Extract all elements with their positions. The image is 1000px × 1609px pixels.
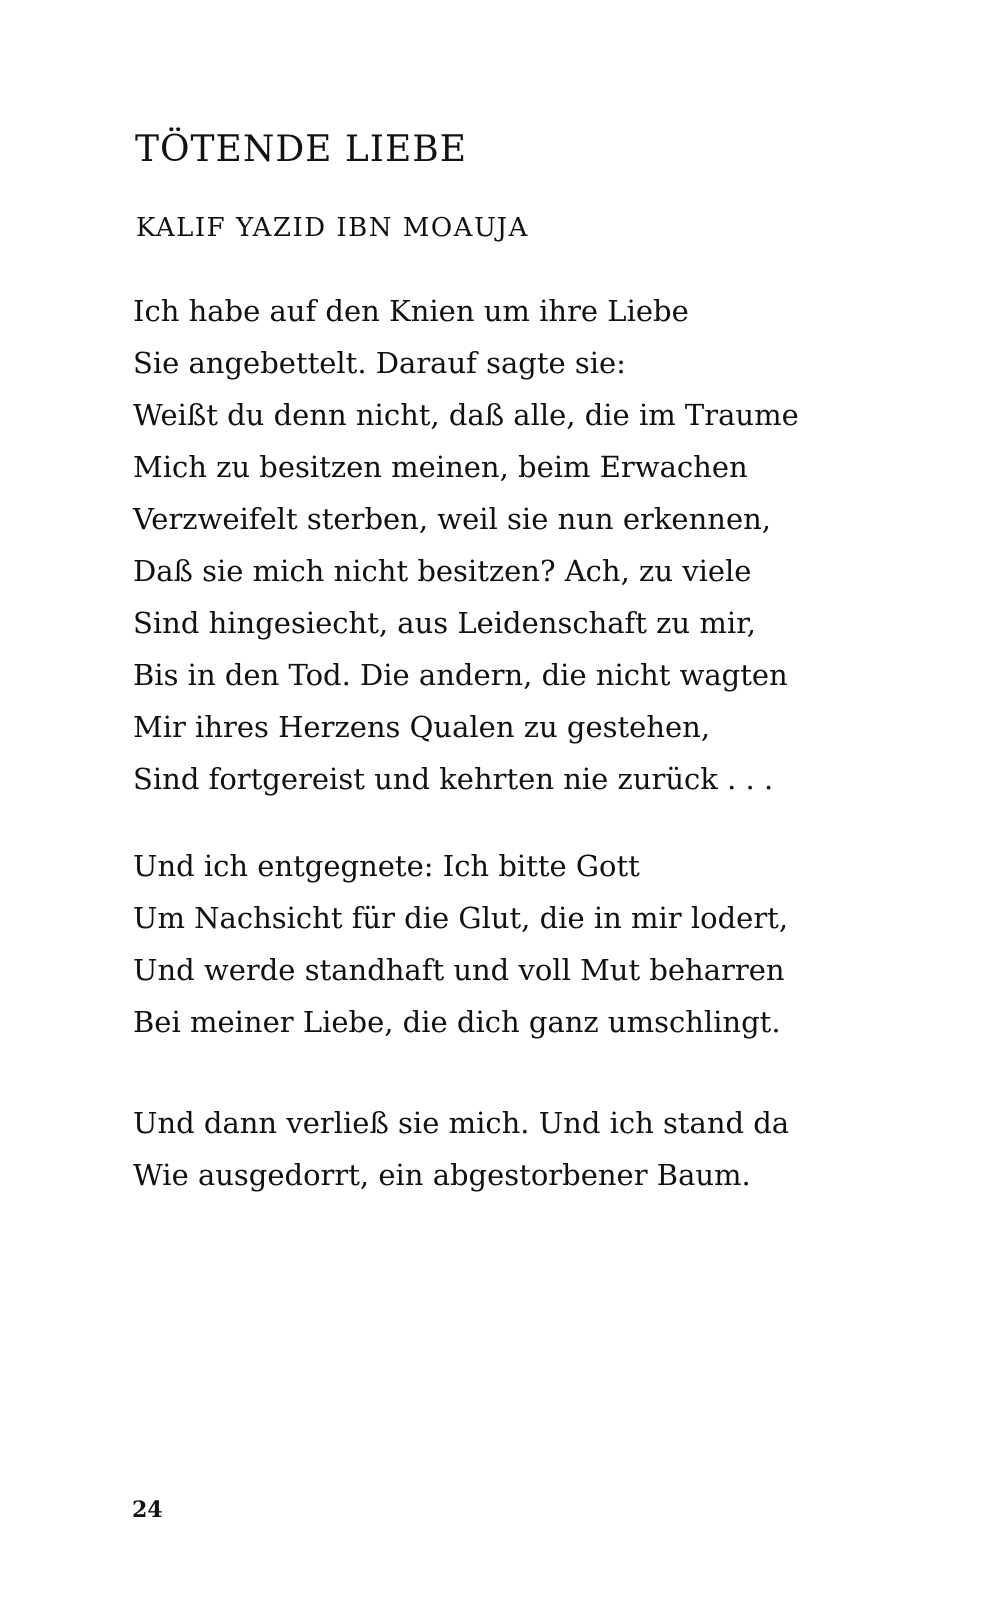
poem-line: Bei meiner Liebe, die dich ganz umschlingt. — [133, 1005, 781, 1039]
poem-line: Und werde standhaft und voll Mut beharren — [133, 953, 785, 987]
poem-line: Sind hingesiecht, aus Leidenschaft zu mir, — [133, 606, 756, 640]
poem-line: Sie angebettelt. Darauf sagte sie: — [133, 346, 626, 380]
poem-line: Daß sie mich nicht besitzen? Ach, zu viele — [133, 554, 752, 588]
poem-line: Mich zu besitzen meinen, beim Erwachen — [133, 450, 748, 484]
stanza-2 — [133, 840, 788, 1048]
poem-line: Mir ihres Herzens Qualen zu gestehen, — [133, 710, 711, 744]
poem-line: Und dann verließ sie mich. Und ich stand da — [133, 1106, 790, 1140]
poem-line: Ich habe auf den Knien um ihre Liebe — [133, 294, 689, 328]
poem-line: Weißt du denn nicht, daß alle, die im Traume — [133, 398, 799, 432]
poem-line: Wie ausgedorrt, ein abgestorbener Baum. — [133, 1158, 751, 1192]
poem-line: Sind fortgereist und kehrten nie zurück . . . — [133, 762, 774, 796]
stanza-3 — [133, 1097, 789, 1201]
poem-line: Bis in den Tod. Die andern, die nicht wagten — [133, 658, 788, 692]
poem-line: Und ich entgegnete: Ich bitte Gott — [133, 849, 640, 883]
poem-line: Um Nachsicht für die Glut, die in mir lodert, — [133, 901, 789, 935]
poem-author: KALIF YAZID IBN MOAUJA — [136, 213, 529, 243]
poem-title: TÖTENDE LIEBE — [135, 129, 468, 170]
poem-line: Verzweifelt sterben, weil sie nun erkennen, — [133, 502, 771, 536]
page-number: 24 — [132, 1497, 163, 1523]
stanza-1 — [133, 285, 799, 805]
